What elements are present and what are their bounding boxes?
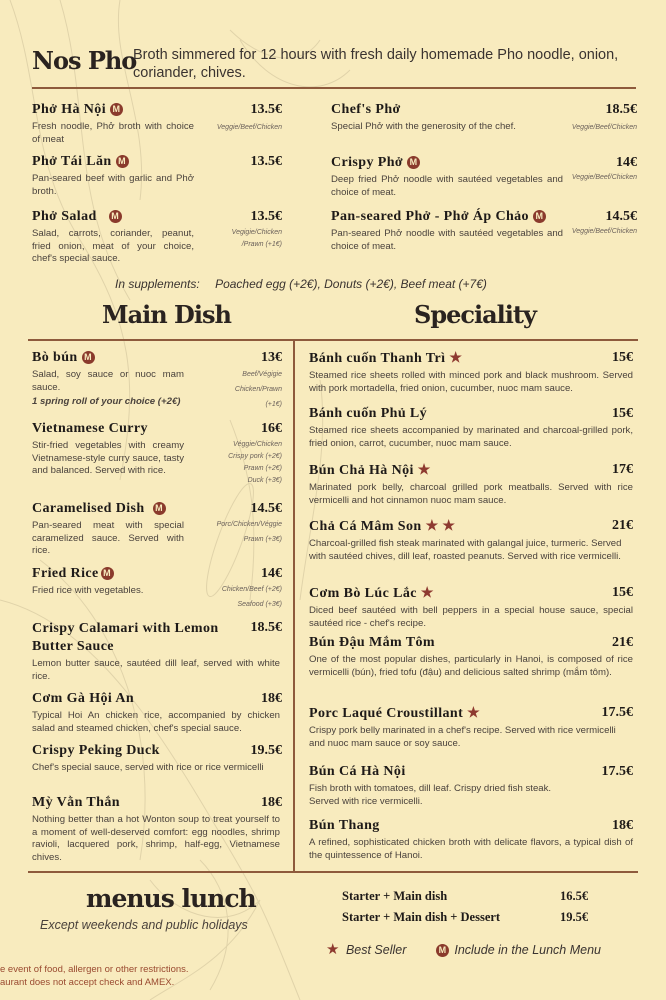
lunch-menu-badge-icon: M [101, 567, 114, 580]
best-seller-star-icon: ★ ★ [425, 519, 456, 534]
main-dish-section-title: Main Dish [102, 300, 231, 329]
item-description: Fried rice with vegetables. [32, 585, 144, 596]
item-price: 15€ [612, 585, 633, 600]
lunch-menu-badge-icon: M [407, 156, 420, 169]
main-dish-item [32, 501, 282, 558]
item-price: 18.5€ [250, 620, 282, 635]
pho-item [331, 209, 637, 253]
item-description: Chef's special sauce, served with rice or rice vermicelli [32, 762, 264, 773]
lunch-menu-badge-icon: M [153, 502, 166, 515]
item-options: Veggie/Beef/Chicken [571, 174, 637, 181]
item-description: Salad, carrots, coriander, peanut, fried onion, meat of your choice, chef's special sauce. [32, 228, 194, 264]
item-price: 13€ [261, 350, 282, 365]
item-name: Phở Salad [32, 209, 97, 224]
item-option: Prawn (+2€) [243, 465, 282, 472]
main-dish-item [32, 743, 282, 775]
lunch-offer [342, 889, 598, 904]
item-name: Bún Cá Hà Nội [309, 764, 406, 779]
item-name: Chả Cá Mâm Son [309, 519, 422, 534]
item-price: 15€ [612, 406, 633, 421]
pho-item [32, 154, 282, 198]
speciality-item [309, 350, 633, 395]
best-seller-label: Best Seller [345, 943, 407, 957]
item-option: Chicken/Prawn [234, 386, 282, 393]
pho-item [32, 209, 282, 266]
item-price: 21€ [612, 635, 633, 650]
item-price: 17€ [612, 462, 633, 477]
item-name: Cơm Bò Lúc Lắc [309, 586, 417, 601]
item-description: Salad, soy sauce or nuoc mam sauce. [32, 369, 184, 393]
main-dish-item [32, 795, 282, 864]
item-price: 14.5€ [250, 501, 282, 516]
lunch-menu-subtitle: Except weekends and public holidays [40, 918, 248, 932]
item-price: 18.5€ [605, 102, 637, 117]
item-description: Lemon butter sauce, sautéed dill leaf, served with white rice. [32, 658, 280, 682]
item-option: Duck (+3€) [247, 477, 282, 484]
item-option: Beef/Végigie [242, 371, 282, 378]
item-price: 18€ [261, 691, 282, 706]
speciality-item [309, 705, 633, 750]
supplements-text: Poached egg (+2€), Donuts (+2€), Beef meat (+7€) [215, 277, 487, 291]
item-option: Crispy pork (+2€) [228, 453, 282, 460]
item-description: Marinated pork belly, charcoal grilled pork meatballs. Served with rice vermicelli and hot cinnamon nuoc mam sauce. [309, 482, 633, 506]
item-name: Bò bún [32, 350, 78, 365]
item-price: 17.5€ [601, 705, 633, 720]
item-price: 18€ [261, 795, 282, 810]
menu-bottom-divider [28, 871, 638, 873]
main-dish-item [32, 566, 282, 608]
item-options: Vegigie/Chicken /Prawn (+1€) [231, 229, 282, 248]
item-option: Prawn (+3€) [243, 536, 282, 543]
item-name: Cơm Gà Hội An [32, 691, 135, 706]
item-name: Crispy Peking Duck [32, 743, 160, 758]
speciality-item [309, 518, 633, 563]
item-option: Porc/Chicken/Véggie [216, 521, 282, 528]
footnote: aurant does not accept check and AMEX. [0, 977, 175, 988]
item-extra: 1 spring roll of your choice (+2€) [32, 396, 181, 407]
item-option: Chicken/Beef (+2€) [221, 586, 282, 593]
column-divider [293, 339, 295, 872]
speciality-item [309, 818, 633, 862]
pho-item [32, 102, 282, 146]
item-price: 13.5€ [250, 154, 282, 169]
item-description: Charcoal-grilled fish steak marinated with galangal juice, turmeric. Served with sautéed chives, dill leaf, roasted peanuts. Served with rice vermicelli. [309, 538, 622, 562]
lunch-offer-label: Starter + Main dish [342, 889, 448, 903]
best-seller-star-icon: ★ [449, 351, 463, 366]
item-description: Deep fried Phở noodle with sautéed vegetables and choice of meat. [331, 174, 563, 198]
item-price: 21€ [612, 518, 633, 533]
item-description: Nothing better than a hot Wonton soup to treat yourself to a moment of well-deserved comfort: egg noodles, shrimp ravioli, lacquered pork, shrimp, half-egg, Vietnamese chives. [32, 814, 280, 863]
item-name: Pan-seared Phở - Phở Áp Chảo [331, 209, 529, 224]
main-dish-item [32, 691, 282, 735]
item-description: Steamed rice sheets accompanied by marinated and charcoal-grilled pork, fried onion, carrot, cucumber, nuoc mam sauce. [309, 425, 633, 449]
pho-item [331, 155, 637, 199]
lunch-menu-title: menus lunch [86, 884, 256, 913]
main-dish-item [32, 350, 282, 409]
item-name: Bánh cuốn Thanh Trì [309, 351, 446, 366]
item-description: A refined, sophisticated chicken broth with delicate flavors, a typical dish of the quintessence of Hanoi. [309, 837, 633, 861]
lunch-menu-badge-icon: M [436, 944, 449, 957]
item-description: Fish broth with tomatoes, dill leaf. Crispy dried fish steak. Served with rice vermicelli. [309, 783, 552, 807]
item-price: 15€ [612, 350, 633, 365]
pho-item [331, 102, 637, 134]
item-name: Caramelised Dish [32, 501, 145, 516]
speciality-item [309, 635, 633, 679]
item-name: Vietnamese Curry [32, 421, 148, 436]
lunch-menu-badge-icon: M [116, 155, 129, 168]
footnote: e event of food, allergen or other restrictions. [0, 964, 189, 975]
item-price: 14€ [261, 566, 282, 581]
item-name: Crispy Calamari with Lemon Butter Sauce [32, 621, 219, 654]
item-description: Fresh noodle, Phở broth with choice of meat [32, 121, 194, 145]
item-price: 13.5€ [250, 209, 282, 224]
lunch-offer [342, 910, 598, 925]
item-name: Phở Hà Nội [32, 102, 106, 117]
item-options: Veggie/Beef/Chicken [216, 124, 282, 131]
item-description: Typical Hoi An chicken rice, accompanied by chicken salad and steamed chicken, chef's special sauce. [32, 710, 280, 734]
item-option: Seafood (+3€) [237, 601, 282, 608]
speciality-item [309, 585, 633, 630]
supplements-line [115, 277, 487, 291]
lunch-offer-label: Starter + Main dish + Dessert [342, 910, 501, 924]
item-options: Veggie/Beef/Chicken [571, 124, 637, 131]
item-description: Pan-seared beef with garlic and Phở broth. [32, 173, 194, 197]
item-price: 14€ [616, 155, 637, 170]
item-description: Diced beef sautéed with bell peppers in a special house sauce, special sautéed rice - chef's recipe. [309, 605, 633, 629]
item-description: One of the most popular dishes, particularly in Hanoi, is composed of rice vermicelli (bún), fried tofu (đậu) and delicious salted shrimp (mắm tôm). [309, 654, 633, 678]
item-description: Crispy pork belly marinated in a chef's recipe. Served with rice vermicelli and nuoc mam sauce or soy sauce. [309, 725, 616, 749]
main-dish-item [32, 620, 282, 683]
item-name: Fried Rice [32, 566, 99, 581]
supplements-label: In supplements: [115, 277, 200, 291]
lunch-menu-badge-icon: M [110, 103, 123, 116]
legend [326, 940, 601, 958]
item-price: 16€ [261, 421, 282, 436]
lunch-offer-price: 16.5€ [560, 889, 589, 903]
menu-top-divider [28, 339, 638, 341]
item-option: Véggie/Chicken [232, 441, 282, 448]
lunch-menu-label: Include in the Lunch Menu [454, 943, 601, 957]
lunch-menu-badge-icon: M [109, 210, 122, 223]
best-seller-star-icon: ★ [420, 586, 434, 601]
speciality-item [309, 764, 633, 808]
item-description: Pan-seared Phở noodle with sautéed vegetables and choice of meat. [331, 228, 563, 252]
best-seller-star-icon: ★ [467, 706, 481, 721]
item-description: Steamed rice sheets rolled with minced pork and black mushroom. Served with pork mortadella, fried onion, cucumber, nuoc mam sauce. [309, 370, 633, 394]
lunch-offer-price: 19.5€ [560, 910, 589, 924]
item-name: Bún Chả Hà Nội [309, 463, 414, 478]
item-name: Chef's Phở [331, 102, 401, 117]
item-description: Special Phở with the generosity of the chef. [331, 121, 516, 132]
item-name: Porc Laqué Croustillant [309, 706, 464, 721]
speciality-item [309, 462, 633, 507]
pho-header-divider [32, 87, 636, 89]
item-name: Crispy Phở [331, 155, 404, 170]
pho-section-description: Broth simmered for 12 hours with fresh daily homemade Pho noodle, onion, coriander, chives. [133, 47, 619, 81]
item-name: Phở Tái Lăn [32, 154, 112, 169]
speciality-item [309, 406, 633, 450]
lunch-menu-badge-icon: M [533, 210, 546, 223]
best-seller-star-icon: ★ [417, 463, 431, 478]
item-name: Bánh cuốn Phủ Lý [309, 406, 428, 421]
item-name: Bún Thang [309, 818, 380, 833]
item-price: 14.5€ [605, 209, 637, 224]
best-seller-star-icon: ★ [326, 941, 340, 958]
lunch-menu-badge-icon: M [82, 351, 95, 364]
item-options: Veggie/Beef/Chicken [571, 228, 637, 235]
item-price: 17.5€ [601, 764, 633, 779]
item-price: 18€ [612, 818, 633, 833]
item-option: (+1€) [265, 401, 282, 408]
item-description: Stir-fried vegetables with creamy Vietnamese-style curry sauce, tasty and balanced. Served with rice. [32, 440, 184, 476]
item-name: Mỳ Vằn Thắn [32, 795, 120, 810]
item-description: Pan-seared meat with special caramelized sauce. Served with rice. [32, 520, 184, 556]
speciality-section-title: Speciality [414, 300, 536, 329]
item-price: 13.5€ [250, 102, 282, 117]
main-dish-item [32, 421, 282, 484]
item-name: Bún Đậu Mắm Tôm [309, 635, 435, 650]
pho-section-title: Nos Pho [32, 46, 137, 75]
item-price: 19.5€ [250, 743, 282, 758]
